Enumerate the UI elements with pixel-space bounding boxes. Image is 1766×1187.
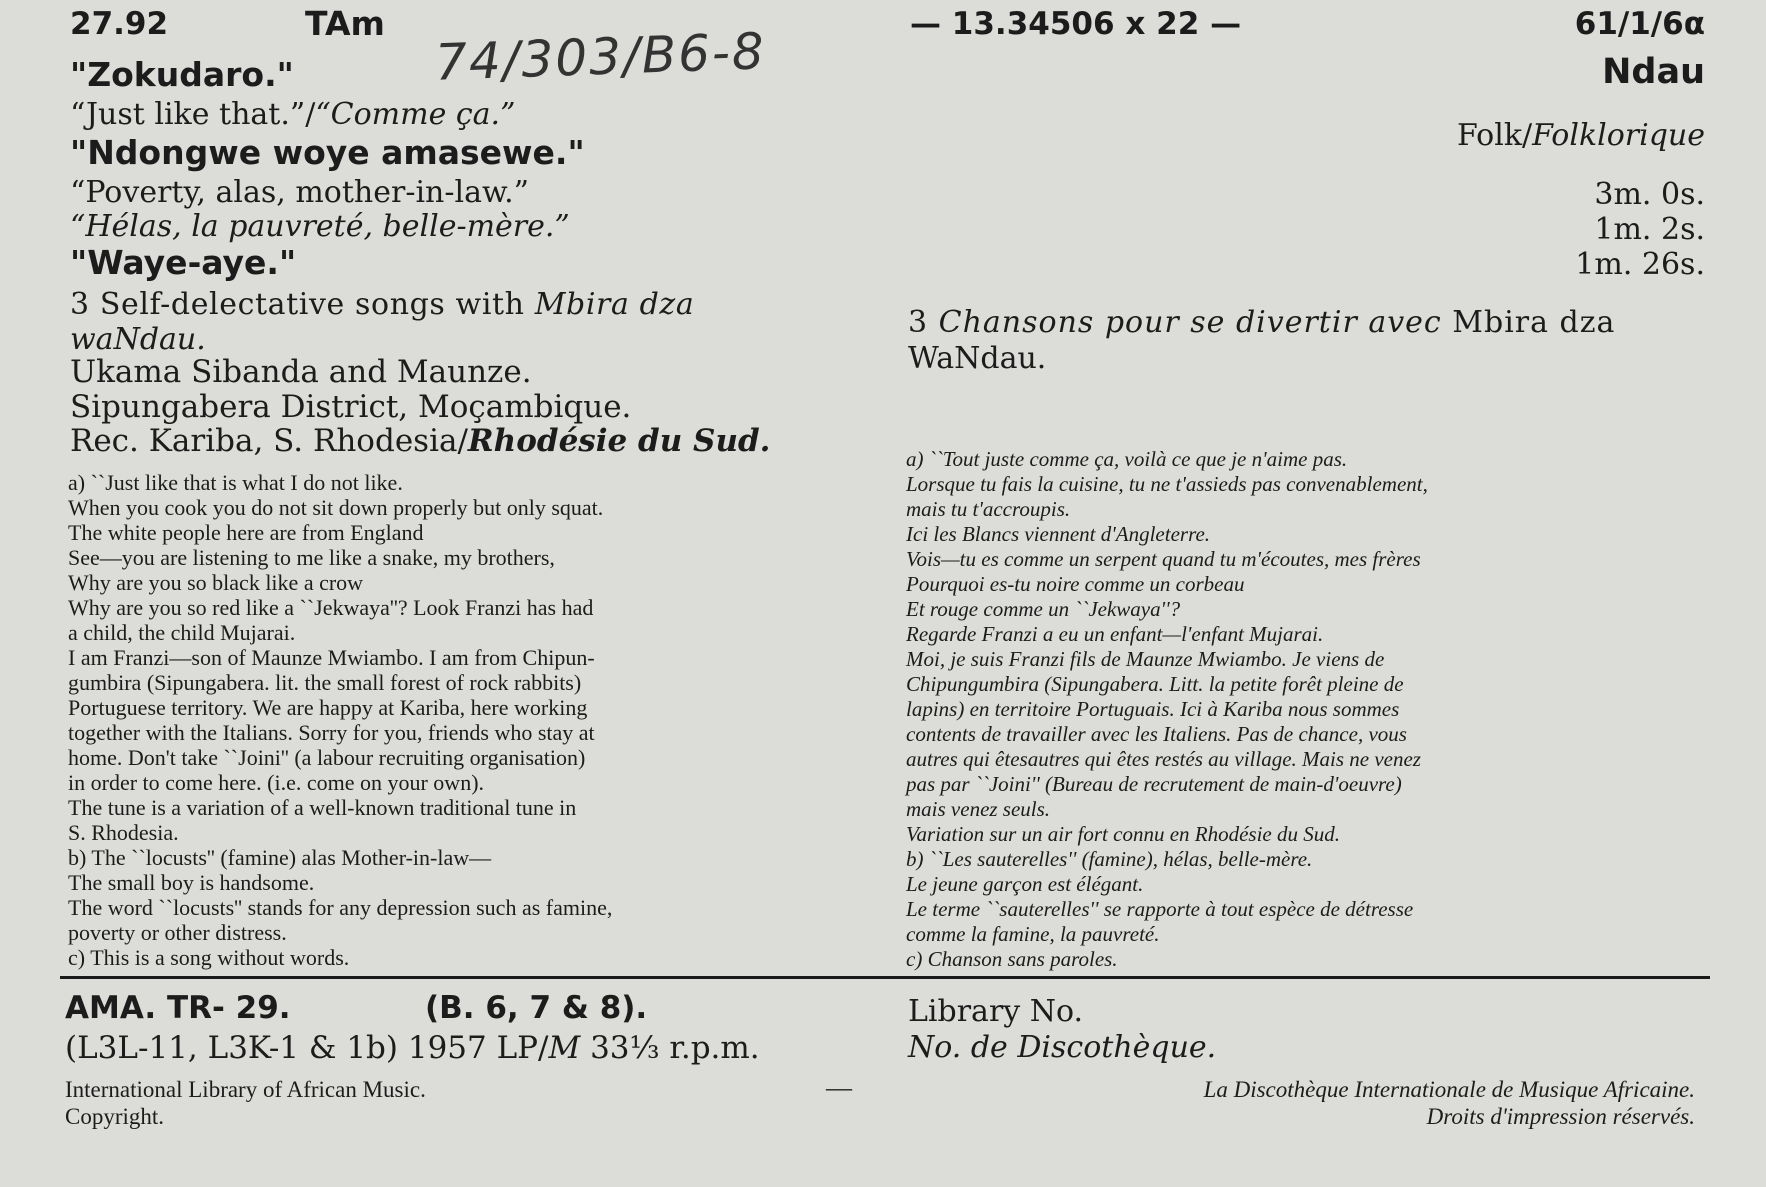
recording-location: Rec. Kariba, S. Rhodesia/Rhodésie du Sud. xyxy=(70,423,771,459)
note-en-line: gumbira (Sipungabera. lit. the small forest of rock rabbits) xyxy=(68,670,582,695)
song-title-1-translation: “Just like that.”/“Comme ça.” xyxy=(70,97,516,132)
song-title-2: "Ndongwe woye amasewe." xyxy=(70,133,585,172)
bands: (B. 6, 7 & 8). xyxy=(425,990,648,1026)
footer-dash: — xyxy=(826,1073,852,1102)
note-fr-line: a) ``Tout juste comme ça, voilà ce que je n'aime pas. xyxy=(906,447,1348,471)
note-fr-line: mais tu t'accroupis. xyxy=(906,497,1071,521)
note-en-line: a child, the child Mujarai. xyxy=(68,620,296,645)
note-fr-line: Le terme ``sauterelles'' se rapporte à tout espèce de détresse xyxy=(906,897,1414,921)
card-number: 27.92 xyxy=(70,6,169,42)
library-no-fr: No. de Discothèque. xyxy=(908,1030,1217,1065)
note-en-line: b) The ``locusts'' (famine) alas Mother-in-law— xyxy=(68,845,492,870)
duration-1: 3m. 0s. xyxy=(1594,177,1705,212)
district: Sipungabera District, Moçambique. xyxy=(70,389,632,425)
note-fr-line: pas par ``Joini'' (Bureau de recrutement de main-d'oeuvre) xyxy=(906,772,1402,796)
note-fr-line: c) Chanson sans paroles. xyxy=(906,947,1118,971)
note-fr-line: autres qui êtesautres qui êtes restés au village. Mais ne venez xyxy=(906,747,1421,771)
note-fr-line: contents de travailler avec les Italiens. Pas de chance, vous xyxy=(906,722,1407,746)
duration-3: 1m. 26s. xyxy=(1575,247,1705,282)
note-fr-line: Vois—tu es comme un serpent quand tu m'écoutes, mes frères xyxy=(906,547,1421,571)
description-line-2: waNdau. xyxy=(70,322,206,357)
library-no: Library No. xyxy=(908,994,1084,1029)
note-en-line: The word ``locusts'' stands for any depression such as famine, xyxy=(68,895,613,920)
note-en-line: Why are you so red like a ``Jekwaya''? Look Franzi has had xyxy=(68,595,594,620)
publisher-en: International Library of African Music. xyxy=(65,1077,426,1102)
description-line-1: 3 Self-delectative songs with Mbira dza xyxy=(70,287,695,322)
handwritten-accession-number: 74/303/B6-8 xyxy=(434,22,767,92)
classification-code: 61/1/6α xyxy=(1574,6,1705,42)
genre: Folk/Folklorique xyxy=(1456,118,1705,153)
note-en-line: The tune is a variation of a well-known traditional tune in xyxy=(68,795,577,820)
note-fr-line: b) ``Les sauterelles'' (famine), hélas, belle-mère. xyxy=(906,847,1313,871)
note-en-line: poverty or other distress. xyxy=(68,920,287,945)
description-fr-line-1: 3 Chansons pour se divertir avec Mbira dza xyxy=(908,305,1616,340)
publisher-fr: La Discothèque Internationale de Musique Africaine. xyxy=(1203,1077,1695,1102)
note-en-line: I am Franzi—son of Maunze Mwiambo. I am from Chipun- xyxy=(68,645,595,670)
copyright-fr: Droits d'impression réservés. xyxy=(1426,1104,1695,1129)
note-en-line: together with the Italians. Sorry for you, friends who stay at xyxy=(68,720,595,745)
note-fr-line: mais venez seuls. xyxy=(906,797,1051,821)
note-fr-line: Pourquoi es-tu noire comme un corbeau xyxy=(906,572,1245,596)
note-en-line: a) ``Just like that is what I do not like. xyxy=(68,470,403,495)
note-en-line: in order to come here. (i.e. come on your own). xyxy=(68,770,485,795)
note-fr-line: comme la famine, la pauvreté. xyxy=(906,922,1160,946)
note-en-line: S. Rhodesia. xyxy=(68,820,179,845)
header-dimension: — 13.34506 x 22 — xyxy=(910,6,1242,42)
footer-divider xyxy=(60,976,1710,979)
catalog-number: AMA. TR- 29. xyxy=(65,990,291,1026)
language: Ndau xyxy=(1602,52,1705,92)
note-en-line: The small boy is handsome. xyxy=(68,870,315,895)
region-code: TAm xyxy=(305,4,385,43)
note-fr-line: Lorsque tu fais la cuisine, tu ne t'assieds pas convenablement, xyxy=(906,472,1428,496)
note-fr-line: Et rouge comme un ``Jekwaya''? xyxy=(906,597,1181,621)
note-fr-line: lapins) en territoire Portuguais. Ici à Kariba nous sommes xyxy=(906,697,1400,721)
note-en-line: home. Don't take ``Joini'' (a labour recruiting organisation) xyxy=(68,745,586,770)
note-fr-line: Chipungumbira (Sipungabera. Litt. la petite forêt pleine de xyxy=(906,672,1404,696)
matrix-info: (L3L-11, L3K-1 & 1b) 1957 LP/M 33⅓ r.p.m. xyxy=(65,1030,760,1066)
notes-english xyxy=(68,470,860,970)
description-fr-line-2: WaNdau. xyxy=(908,341,1047,376)
note-en-line: Portuguese territory. We are happy at Kariba, here working xyxy=(68,695,588,720)
song-title-1: "Zokudaro." xyxy=(70,55,294,94)
note-en-line: Why are you so black like a crow xyxy=(68,570,364,595)
song-title-3: "Waye-aye." xyxy=(70,243,297,282)
note-fr-line: Le jeune garçon est élégant. xyxy=(906,872,1144,896)
note-en-line: When you cook you do not sit down properly but only squat. xyxy=(68,495,604,520)
performers: Ukama Sibanda and Maunze. xyxy=(70,354,532,390)
note-en-line: See—you are listening to me like a snake, my brothers, xyxy=(68,545,555,570)
note-fr-line: Variation sur un air fort connu en Rhodésie du Sud. xyxy=(906,822,1340,846)
note-fr-line: Moi, je suis Franzi fils de Maunze Mwiambo. Je viens de xyxy=(906,647,1385,671)
note-fr-line: Ici les Blancs viennent d'Angleterre. xyxy=(906,522,1211,546)
song-title-2-translation-fr: “Hélas, la pauvreté, belle-mère.” xyxy=(70,209,570,244)
copyright-en: Copyright. xyxy=(65,1104,165,1129)
note-en-line: c) This is a song without words. xyxy=(68,945,350,970)
notes-french xyxy=(906,447,1706,972)
duration-2: 1m. 2s. xyxy=(1594,212,1705,247)
song-title-2-translation-en: “Poverty, alas, mother-in-law.” xyxy=(70,175,529,210)
note-fr-line: Regarde Franzi a eu un enfant—l'enfant Mujarai. xyxy=(906,622,1324,646)
note-en-line: The white people here are from England xyxy=(68,520,424,545)
